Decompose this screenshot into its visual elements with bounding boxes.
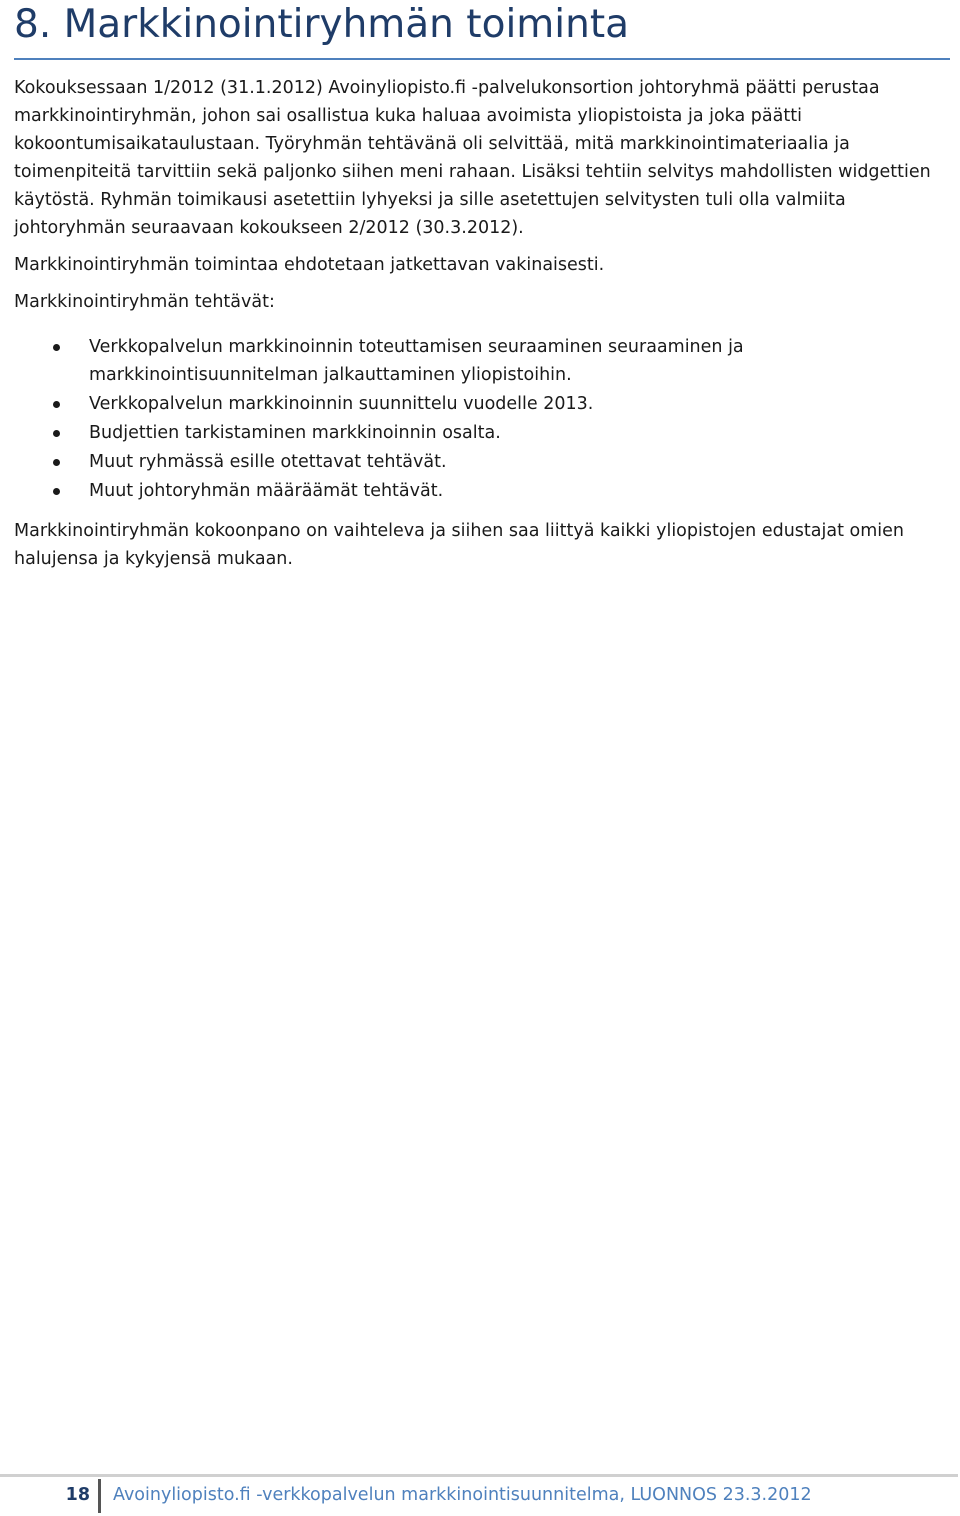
bullet-icon — [53, 488, 60, 495]
intro-paragraph: Kokouksessaan 1/2012 (31.1.2012) Avoinyliopisto.fi -palvelukonsortion johtoryhmä päätti perustaa markkinointiryhmän, johon sai osallistua kuka haluaa avoimista yliopistoista ja joka päätti kokoontumisaikataulustaan. Työryhmän tehtävänä oli selvittää, mitä markkinointimateriaalia ja toimenpiteitä tarvittiin sekä paljonko siihen meni rahaan. Lisäksi tehtiin selvitys mahdollisten widgettien käytöstä. Ryhmän toimikausi asetettiin lyhyeksi ja sille asetettujen selvitysten tuli olla valmiita johtoryhmän seuraavaan kokoukseen 2/2012 (30.3.2012). — [14, 78, 931, 238]
composition-paragraph: Markkinointiryhmän kokoonpano on vaihteleva ja siihen saa liittyä kaikki yliopistojen edustajat omien halujensa ja kykyjensä mukaan. — [14, 521, 904, 569]
page-number: 18 — [65, 1485, 90, 1505]
document-body — [14, 74, 944, 582]
footer-text: Avoinyliopisto.fi -verkkopalvelun markkinointisuunnitelma, LUONNOS 23.3.2012 — [113, 1485, 812, 1505]
task-list — [14, 333, 944, 505]
list-item-text: Verkkopalvelun markkinoinnin toteuttamisen seuraaminen seuraaminen ja markkinointisuunnitelman jalkauttaminen yliopistoihin. — [89, 337, 744, 385]
list-item-text: Budjettien tarkistaminen markkinoinnin osalta. — [89, 423, 501, 443]
list-item — [14, 477, 944, 505]
heading-underline — [14, 58, 950, 60]
bullet-icon — [53, 459, 60, 466]
page-footer — [0, 1477, 958, 1515]
section-heading: 8. Markkinointiryhmän toiminta — [14, 2, 630, 47]
list-item — [14, 390, 944, 418]
list-item-text: Verkkopalvelun markkinoinnin suunnittelu vuodelle 2013. — [89, 394, 594, 414]
proposal-paragraph: Markkinointiryhmän toimintaa ehdotetaan jatkettavan vakinaisesti. — [14, 255, 605, 275]
footer-separator — [98, 1479, 101, 1513]
tasks-heading: Markkinointiryhmän tehtävät: — [14, 292, 275, 312]
bullet-icon — [53, 430, 60, 437]
bullet-icon — [53, 344, 60, 351]
bullet-icon — [53, 401, 60, 408]
list-item — [14, 333, 944, 389]
list-item-text: Muut ryhmässä esille otettavat tehtävät. — [89, 452, 447, 472]
list-item — [14, 419, 944, 447]
list-item — [14, 448, 944, 476]
list-item-text: Muut johtoryhmän määräämät tehtävät. — [89, 481, 444, 501]
